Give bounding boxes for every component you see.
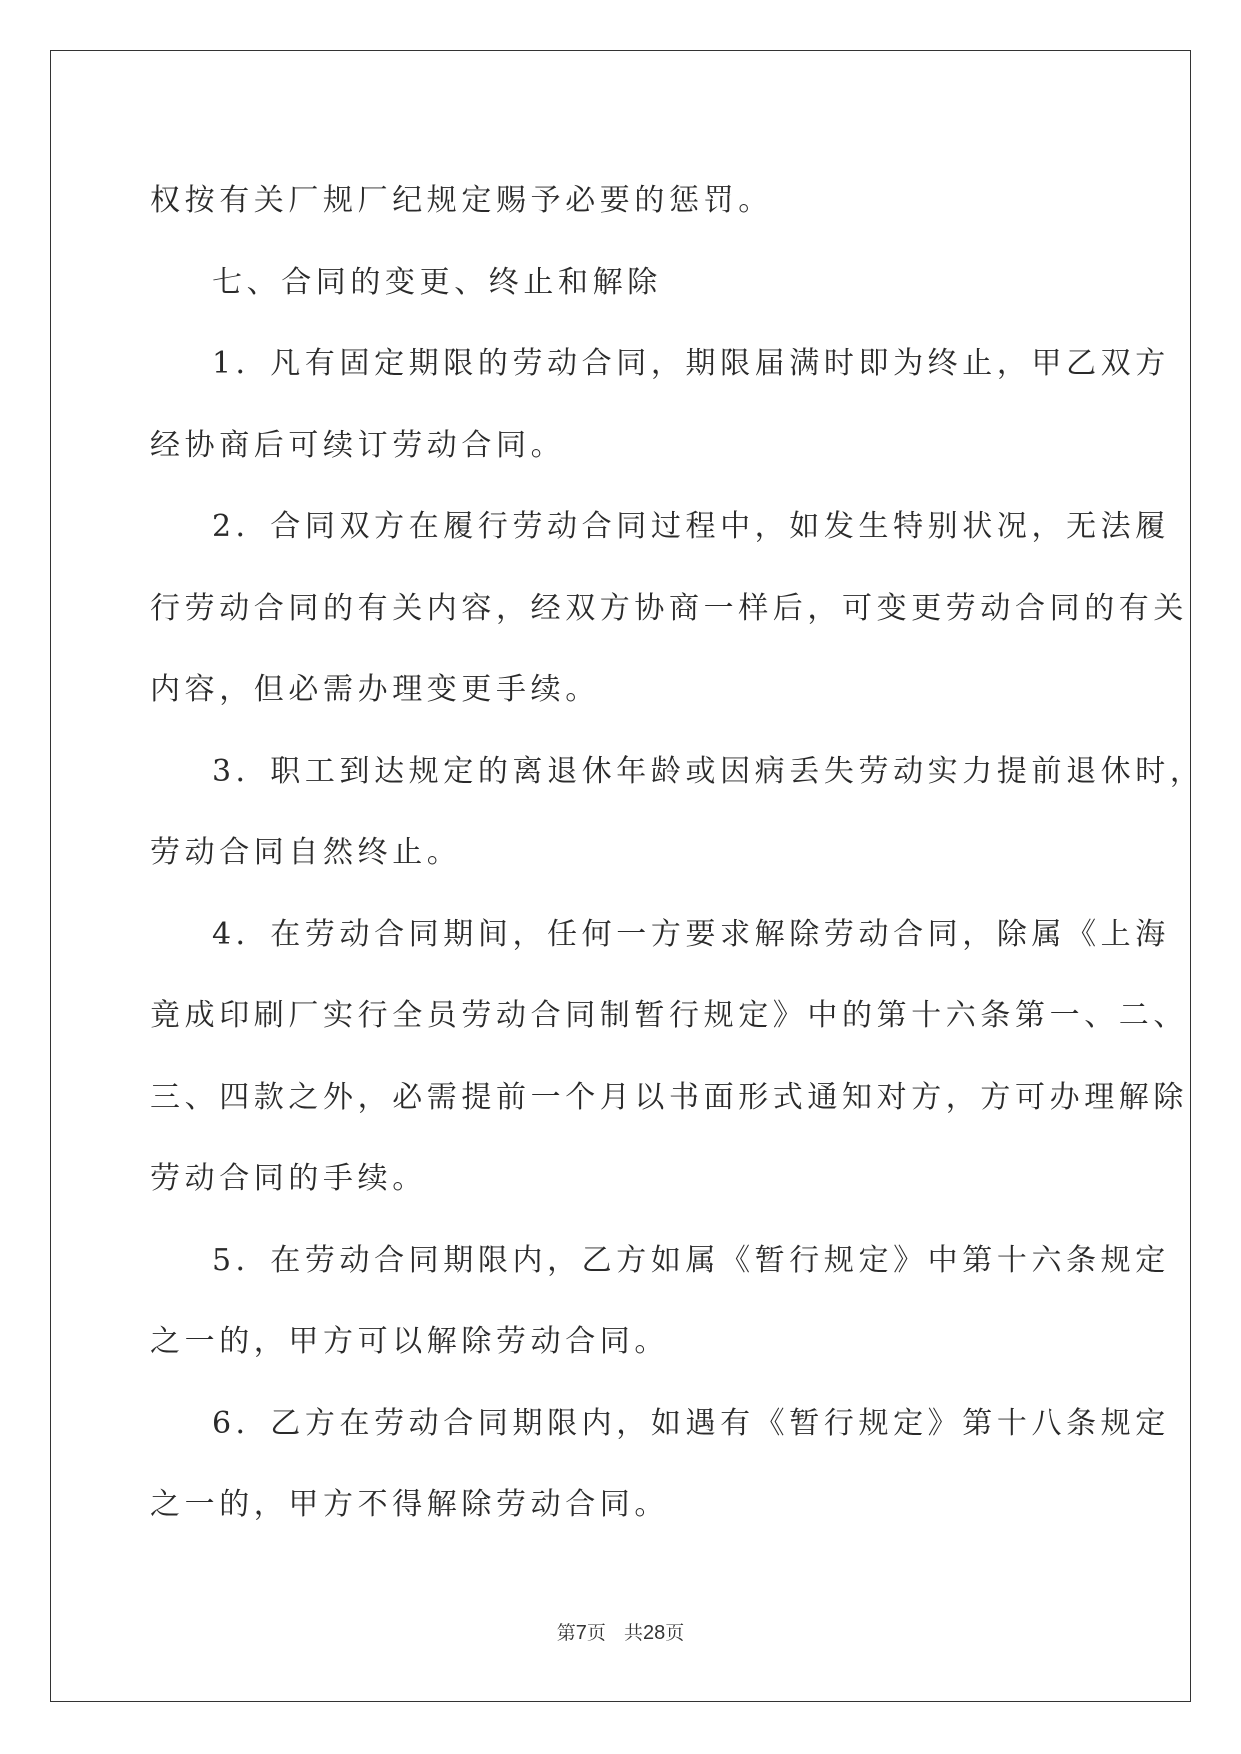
paragraph xyxy=(150,1383,1170,1546)
footer-page-suffix: 页 xyxy=(586,1623,606,1644)
paragraph xyxy=(150,323,1170,486)
text-line: 劳动合同的手续。 xyxy=(150,1161,427,1196)
text-line: 6．乙方在劳动合同期限内，如遇有《暂行规定》第十八条规定 xyxy=(212,1405,1170,1441)
footer-total-pages: 28 xyxy=(642,1622,666,1644)
footer-total-prefix: 共 xyxy=(623,1623,643,1644)
footer-page-prefix: 第 xyxy=(556,1623,576,1644)
paragraph xyxy=(150,242,1090,324)
text-line: 内容，但必需办理变更手续。 xyxy=(150,672,600,707)
text-line: 5．在劳动合同期限内，乙方如属《暂行规定》中第十六条规定 xyxy=(212,1242,1170,1278)
text-line: 行劳动合同的有关内容，经双方协商一样后，可变更劳动合同的有关 xyxy=(150,590,1188,626)
footer-total-suffix: 页 xyxy=(665,1623,685,1644)
paragraph xyxy=(150,160,1090,242)
text-line: 竟成印刷厂实行全员劳动合同制暂行规定》中的第十六条第一、二、 xyxy=(150,998,1188,1033)
text-line: 经协商后可续订劳动合同。 xyxy=(150,427,566,463)
text-line: 之一的，甲方不得解除劳动合同。 xyxy=(150,1487,669,1522)
text-line: 4．在劳动合同期间，任何一方要求解除劳动合同，除属《上海 xyxy=(212,916,1170,952)
text-line: 三、四款之外，必需提前一个月以书面形式通知对方，方可办理解除 xyxy=(150,1079,1188,1115)
paragraph xyxy=(150,486,1188,731)
paragraph xyxy=(150,1220,1170,1383)
document-body xyxy=(150,160,1205,1546)
text-line: 2．合同双方在履行劳动合同过程中，如发生特别状况，无法履 xyxy=(212,509,1170,544)
text-line: 权按有关厂规厂纪规定赐予必要的惩罚。 xyxy=(150,183,773,218)
footer-page-number: 7 xyxy=(575,1622,587,1644)
text-line: 劳动合同自然终止。 xyxy=(150,835,462,870)
text-line: 1．凡有固定期限的劳动合同，期限届满时即为终止，甲乙双方 xyxy=(212,346,1170,381)
paragraph xyxy=(150,731,1205,894)
text-line: 七、合同的变更、终止和解除 xyxy=(212,264,662,300)
text-line: 3．职工到达规定的离退休年龄或因病丢失劳动实力提前退休时， xyxy=(212,753,1205,789)
page-footer xyxy=(0,1618,1241,1645)
paragraph xyxy=(150,894,1188,1220)
text-line: 之一的，甲方可以解除劳动合同。 xyxy=(150,1324,669,1359)
